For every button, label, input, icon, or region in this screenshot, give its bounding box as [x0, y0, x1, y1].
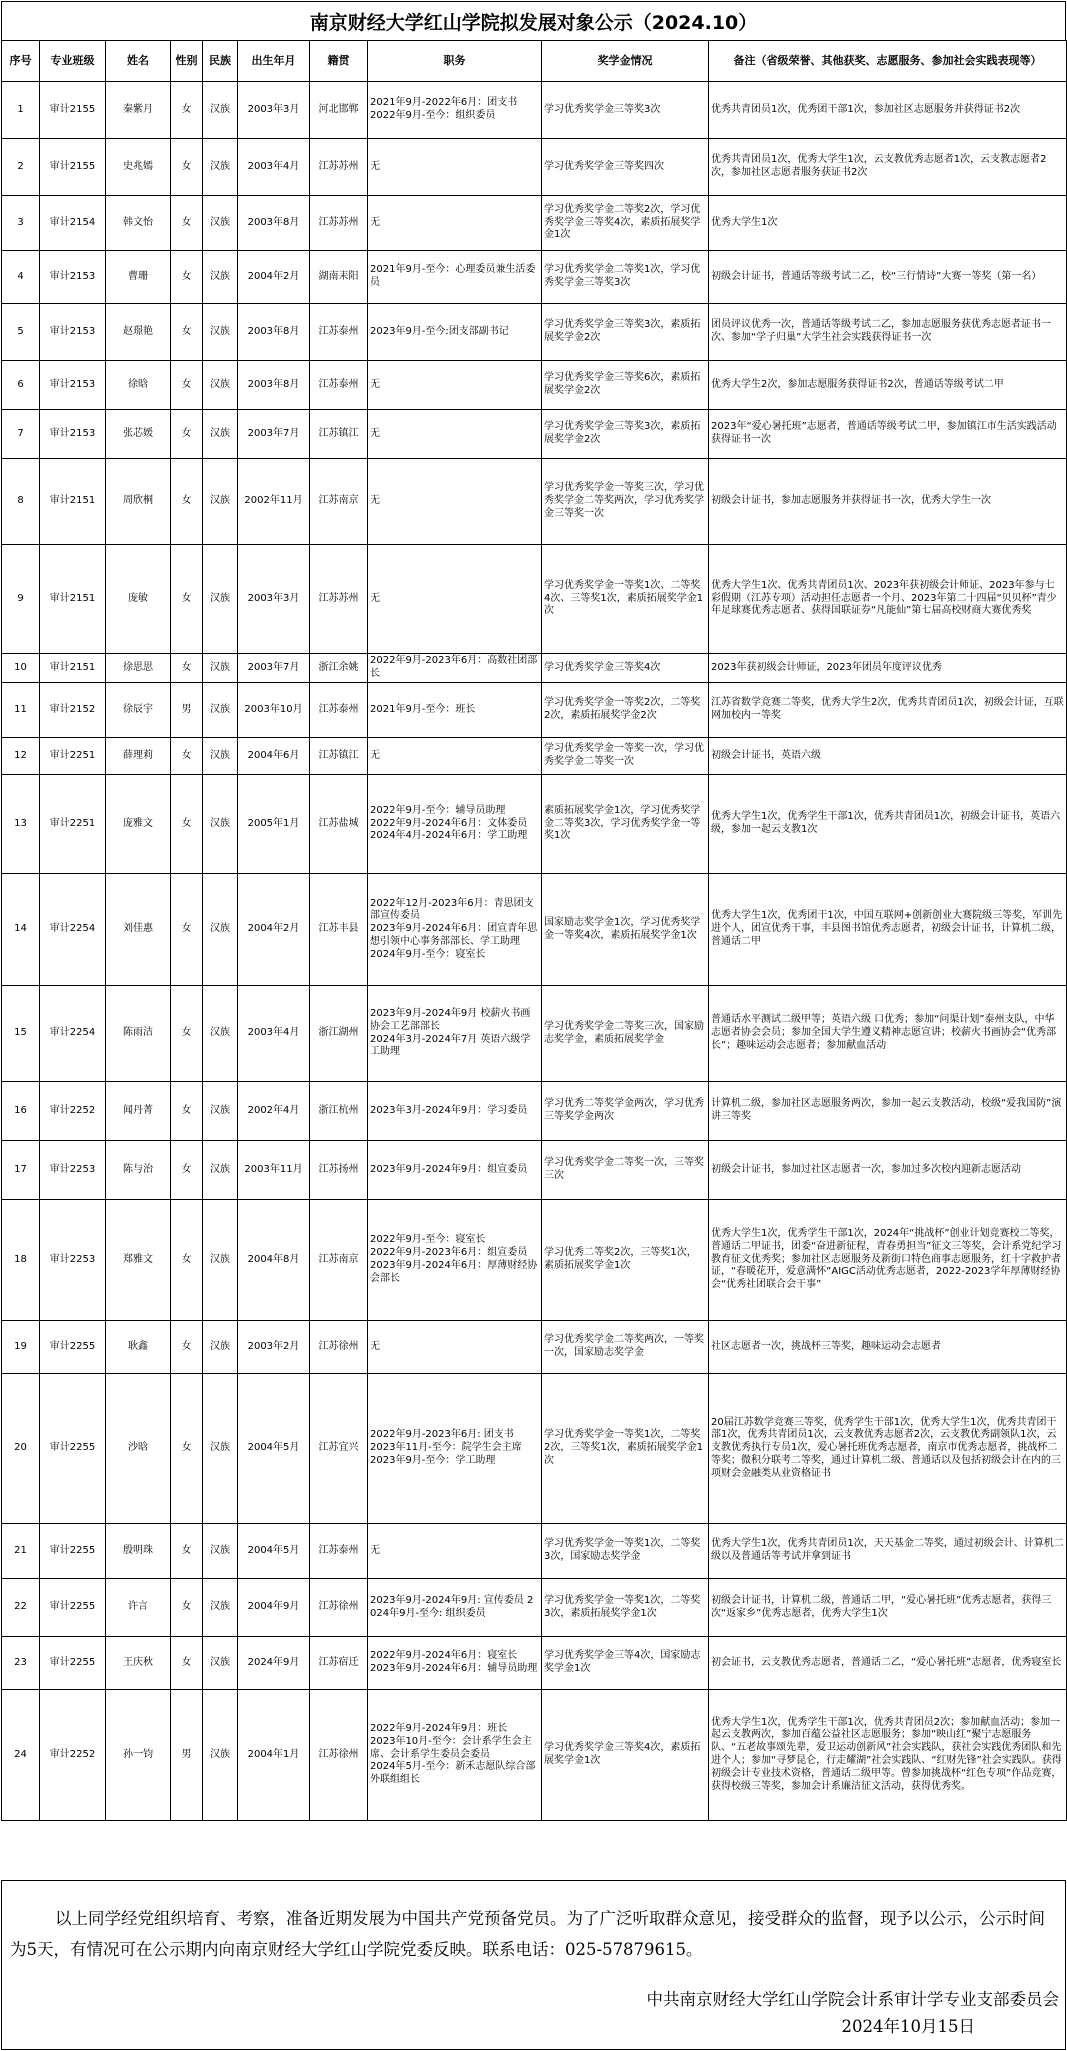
cell-remark: 初级会计证书，英语六级 [709, 738, 1067, 775]
cell-birth: 2004年2月 [238, 251, 310, 304]
cell-origin: 江苏泰州 [310, 304, 368, 361]
cell-remark: 2023年“爱心暑托班”志愿者，普通话等级考试二甲，参加镇江市生活实践活动获得证书一次 [709, 410, 1067, 459]
cell-birth: 2003年3月 [238, 82, 310, 139]
cell-name: 秦紫月 [106, 82, 171, 139]
notice-text: 以上同学经党组织培育、考察，准备近期发展为中国共产党预备党员。为了广泛听取群众意见，接受群众的监督，现予以公示，公示时间为5天，有情况可在公示期内向南京财经大学红山学院党委反映。联系电话：025-57879615。 [10, 1909, 1045, 1959]
cell-class: 审计2153 [40, 304, 106, 361]
cell-origin: 浙江余姚 [310, 654, 368, 683]
cell-remark: 优秀大学生1次 [709, 196, 1067, 251]
cell-sex: 女 [171, 1141, 203, 1200]
cell-scholarship: 素质拓展奖学金1次，学习优秀奖学金二等奖3次，学习优秀奖学金一等奖1次 [542, 775, 709, 874]
cell-sex: 女 [171, 410, 203, 459]
cell-name: 史兆嫣 [106, 139, 171, 196]
cell-origin: 江苏徐州 [310, 1690, 368, 1821]
cell-origin: 江苏镇江 [310, 410, 368, 459]
cell-remark: 社区志愿者一次，挑战杯三等奖，趣味运动会志愿者 [709, 1321, 1067, 1374]
cell-remark: 优秀大学生1次，优秀学生干部1次，优秀共青团员1次，初级会计证书，英语六级，参加一起云支教1次 [709, 775, 1067, 874]
cell-name: 殷明珠 [106, 1524, 171, 1579]
cell-sex: 女 [171, 775, 203, 874]
cell-scholarship: 学习优秀奖学金二等奖一次，三等奖三次 [542, 1141, 709, 1200]
header-col-class: 专业班级 [40, 41, 106, 82]
cell-ethnicity: 汉族 [203, 251, 238, 304]
cell-birth: 2004年2月 [238, 874, 310, 986]
cell-class: 审计2255 [40, 1321, 106, 1374]
cell-no: 24 [2, 1690, 40, 1821]
cell-no: 10 [2, 654, 40, 683]
cell-ethnicity: 汉族 [203, 738, 238, 775]
cell-origin: 江苏南京 [310, 1200, 368, 1321]
cell-name: 沙晗 [106, 1374, 171, 1524]
cell-name: 薛理莉 [106, 738, 171, 775]
cell-sex: 女 [171, 1637, 203, 1690]
header-col-sex: 性别 [171, 41, 203, 82]
table-row [2, 304, 1067, 361]
cell-no: 20 [2, 1374, 40, 1524]
cell-class: 审计2252 [40, 1690, 106, 1821]
header-col-scholarship: 奖学金情况 [542, 41, 709, 82]
cell-duty: 2023年9月-2024年9月：组宣委员 [368, 1141, 542, 1200]
cell-origin: 江苏泰州 [310, 1524, 368, 1579]
cell-sex: 女 [171, 251, 203, 304]
table-row [2, 1374, 1067, 1524]
table-row [2, 251, 1067, 304]
cell-ethnicity: 汉族 [203, 1200, 238, 1321]
cell-scholarship: 学习优秀奖学金三等奖3次，素质拓展奖学金2次 [542, 304, 709, 361]
cell-origin: 河北邯郸 [310, 82, 368, 139]
cell-origin: 江苏苏州 [310, 139, 368, 196]
cell-ethnicity: 汉族 [203, 361, 238, 410]
cell-no: 17 [2, 1141, 40, 1200]
cell-scholarship: 学习优秀奖学金三等奖3次 [542, 82, 709, 139]
cell-birth: 2003年3月 [238, 545, 310, 654]
cell-sex: 女 [171, 1321, 203, 1374]
cell-scholarship: 学习优秀奖学金一等奖三次，学习优秀奖学金二等奖两次，学习优秀奖学金三等奖一次 [542, 459, 709, 545]
header-col-ethnicity: 民族 [203, 41, 238, 82]
cell-name: 刘佳惠 [106, 874, 171, 986]
cell-no: 15 [2, 986, 40, 1082]
cell-name: 曹珊 [106, 251, 171, 304]
cell-origin: 江苏宜兴 [310, 1374, 368, 1524]
cell-birth: 2003年7月 [238, 410, 310, 459]
cell-birth: 2004年1月 [238, 1690, 310, 1821]
cell-ethnicity: 汉族 [203, 1690, 238, 1821]
header-col-duty: 职务 [368, 41, 542, 82]
cell-duty: 2022年9月-至今：寝室长 2022年9月-2023年6月：组宣委员 2023年9月-2024年6月：厚薄财经协会部长 [368, 1200, 542, 1321]
cell-sex: 女 [171, 1200, 203, 1321]
cell-no: 5 [2, 304, 40, 361]
cell-name: 周欣桐 [106, 459, 171, 545]
cell-duty: 无 [368, 545, 542, 654]
cell-name: 陈雨洁 [106, 986, 171, 1082]
cell-origin: 江苏宿迁 [310, 1637, 368, 1690]
cell-remark: 20届江苏数学竞赛三等奖，优秀学生干部1次，优秀大学生1次，优秀共青团干部1次，优秀共青团员1次，云支教优秀志愿者2次，云支教优秀副领队1次，云支教优秀执行专员1次，爱心暑托班优秀志愿者，南京市优秀志愿者，挑战杯二等奖；微积分联考二等奖，通过计算机二级、普通话以及包括初级会计在内的三项财会金融类从业资格证书 [709, 1374, 1067, 1524]
cell-name: 郑雅文 [106, 1200, 171, 1321]
cell-sex: 女 [171, 738, 203, 775]
cell-origin: 江苏徐州 [310, 1321, 368, 1374]
cell-ethnicity: 汉族 [203, 196, 238, 251]
table-row [2, 654, 1067, 683]
cell-duty: 2023年3月-2024年9月：学习委员 [368, 1082, 542, 1141]
table-row [2, 459, 1067, 545]
cell-class: 审计2155 [40, 82, 106, 139]
cell-no: 3 [2, 196, 40, 251]
cell-class: 审计2155 [40, 139, 106, 196]
cell-remark: 优秀大学生1次，优秀共青团员1次，天天基金二等奖，通过初级会计、计算机二级以及普通话等考试并拿到证书 [709, 1524, 1067, 1579]
cell-scholarship: 学习优秀奖学金一等奖1次，二等奖3次，素质拓展奖学金1次 [542, 1579, 709, 1637]
cell-duty: 无 [368, 738, 542, 775]
cell-origin: 江苏扬州 [310, 1141, 368, 1200]
cell-origin: 江苏徐州 [310, 1579, 368, 1637]
cell-name: 徐思思 [106, 654, 171, 683]
cell-class: 审计2153 [40, 361, 106, 410]
cell-no: 18 [2, 1200, 40, 1321]
cell-birth: 2002年11月 [238, 459, 310, 545]
cell-ethnicity: 汉族 [203, 459, 238, 545]
cell-origin: 江苏盐城 [310, 775, 368, 874]
cell-class: 审计2151 [40, 654, 106, 683]
cell-origin: 浙江湖州 [310, 986, 368, 1082]
cell-duty: 2022年9月-2023年6月: 团支书 2023年11月-至今：院学生会主席 2023年9月-至今：学工助理 [368, 1374, 542, 1524]
cell-no: 9 [2, 545, 40, 654]
cell-ethnicity: 汉族 [203, 410, 238, 459]
cell-ethnicity: 汉族 [203, 1141, 238, 1200]
cell-class: 审计2153 [40, 410, 106, 459]
cell-no: 14 [2, 874, 40, 986]
cell-scholarship: 学习优秀奖学金三等奖4次 [542, 654, 709, 683]
cell-remark: 优秀大学生1次，优秀团干1次，中国互联网+创新创业大赛院级三等奖，军训先进个人，团宣优秀干事，丰县图书馆优秀志愿者，初级会计证书，计算机二级，普通话二甲 [709, 874, 1067, 986]
notice-date: 2024年10月15日 [841, 2017, 975, 2036]
table-row [2, 1524, 1067, 1579]
cell-scholarship: 学习优秀二等奖学金两次，学习优秀三等奖学金两次 [542, 1082, 709, 1141]
cell-sex: 女 [171, 459, 203, 545]
cell-scholarship: 学习优秀奖学金三等奖4次，素质拓展奖学金1次 [542, 1690, 709, 1821]
cell-origin: 江苏苏州 [310, 545, 368, 654]
cell-ethnicity: 汉族 [203, 139, 238, 196]
cell-duty: 2022年9月-至今：辅导员助理 2022年9月-2024年6月：文体委员 2024年4月-2024年6月：学工助理 [368, 775, 542, 874]
cell-scholarship: 学习优秀奖学金二等奖两次，一等奖一次，国家励志奖学金 [542, 1321, 709, 1374]
cell-birth: 2002年4月 [238, 1082, 310, 1141]
cell-origin: 江苏镇江 [310, 738, 368, 775]
cell-duty: 2021年9月-2022年6月：团支书 2022年9月-至今：组织委员 [368, 82, 542, 139]
cell-remark: 普通话水平测试二级甲等；英语六级 口优秀；参加“问渠计划”泰州支队，中华志愿者协会会员；参加全国大学生遵义精神志愿宣讲；校薪火书画协会“优秀部长”；趣味运动会志愿者；参加献血活动 [709, 986, 1067, 1082]
cell-remark: 江苏省数学竞赛二等奖，优秀大学生2次，优秀共青团员1次，初级会计证，互联网加校内一等奖 [709, 683, 1067, 738]
cell-ethnicity: 汉族 [203, 986, 238, 1082]
cell-duty: 2022年9月-2024年6月：寝室长 2023年9月-2024年6月：辅导员助理 [368, 1637, 542, 1690]
table-row [2, 1321, 1067, 1374]
cell-ethnicity: 汉族 [203, 654, 238, 683]
cell-sex: 女 [171, 1579, 203, 1637]
cell-ethnicity: 汉族 [203, 1374, 238, 1524]
table-row [2, 1690, 1067, 1821]
table-row [2, 1579, 1067, 1637]
table-row [2, 986, 1067, 1082]
cell-birth: 2003年8月 [238, 304, 310, 361]
cell-ethnicity: 汉族 [203, 1524, 238, 1579]
cell-origin: 浙江杭州 [310, 1082, 368, 1141]
table-row [2, 775, 1067, 874]
cell-birth: 2003年11月 [238, 1141, 310, 1200]
cell-no: 11 [2, 683, 40, 738]
cell-sex: 女 [171, 874, 203, 986]
cell-name: 陈与治 [106, 1141, 171, 1200]
cell-sex: 女 [171, 139, 203, 196]
table-row [2, 874, 1067, 986]
table-row [2, 410, 1067, 459]
header-col-name: 姓名 [106, 41, 171, 82]
cell-class: 审计2153 [40, 251, 106, 304]
cell-name: 孙一钧 [106, 1690, 171, 1821]
cell-name: 闻丹菁 [106, 1082, 171, 1141]
cell-birth: 2003年7月 [238, 654, 310, 683]
cell-birth: 2004年8月 [238, 1200, 310, 1321]
cell-remark: 优秀大学生1次、优秀共青团员1次、2023年获初级会计师证、2023年参与七彩假期（江苏专项）活动担任志愿者一个月、2023年第二十四届“贝贝杯”青少年足球赛优秀志愿者、获得国联证券“凡能仙”第七届高校财商大赛优秀奖 [709, 545, 1067, 654]
table-row [2, 361, 1067, 410]
cell-sex: 女 [171, 986, 203, 1082]
cell-duty: 无 [368, 410, 542, 459]
cell-no: 19 [2, 1321, 40, 1374]
cell-birth: 2004年5月 [238, 1524, 310, 1579]
cell-birth: 2003年4月 [238, 986, 310, 1082]
cell-birth: 2004年6月 [238, 738, 310, 775]
cell-scholarship: 学习优秀奖学金二等奖1次，学习优秀奖学金三等奖3次 [542, 251, 709, 304]
cell-duty: 2023年9月-2024年9月 校薪火书画协会工艺部部长 2024年3月-2024年7月 英语六级学工助理 [368, 986, 542, 1082]
cell-birth: 2004年9月 [238, 1579, 310, 1637]
cell-scholarship: 学习优秀奖学金三等奖四次 [542, 139, 709, 196]
table-row [2, 683, 1067, 738]
cell-sex: 女 [171, 545, 203, 654]
header-col-no: 序号 [2, 41, 40, 82]
cell-class: 审计2151 [40, 459, 106, 545]
cell-class: 审计2254 [40, 986, 106, 1082]
cell-scholarship: 学习优秀奖学金三等奖6次，素质拓展奖学金2次 [542, 361, 709, 410]
cell-birth: 2003年4月 [238, 139, 310, 196]
table-row [2, 1082, 1067, 1141]
cell-no: 4 [2, 251, 40, 304]
table-body [2, 82, 1067, 1821]
cell-no: 16 [2, 1082, 40, 1141]
cell-duty: 无 [368, 1524, 542, 1579]
cell-remark: 2023年获初级会计师证，2023年团员年度评议优秀 [709, 654, 1067, 683]
cell-origin: 江苏南京 [310, 459, 368, 545]
cell-no: 23 [2, 1637, 40, 1690]
cell-remark: 优秀大学生2次，参加志愿服务获得证书2次，普通话等级考试二甲 [709, 361, 1067, 410]
cell-remark: 优秀大学生1次，优秀学生干部1次，优秀共青团员2次；参加献血活动；参加一起云支教两次，参加百蕴公益社区志愿服务；参加“映山红”聚宁志愿服务队、“五老故事颂先辈，爱卫运动创新风”社会实践队，获社会实践优秀团队和先进个人；参加“寻梦昆仑，行走耀湖”社会实践队、“红财先锋”社会实践队。获得初级会计专业技术资格，普通话二级甲等。曾参加挑战杯“红色专项”作品竞赛，获得校级三等奖，参加会计系廉洁征文活动，获得优秀奖。 [709, 1690, 1067, 1821]
cell-class: 审计2255 [40, 1374, 106, 1524]
cell-ethnicity: 汉族 [203, 545, 238, 654]
cell-birth: 2003年8月 [238, 196, 310, 251]
cell-name: 庞敏 [106, 545, 171, 654]
cell-duty: 2022年12月-2023年6月：青思团支部宣传委员 2023年9月-2024年6月：团宣青年思想引领中心事务部部长、学工助理 2024年9月-至今：寝室长 [368, 874, 542, 986]
cell-origin: 江苏苏州 [310, 196, 368, 251]
cell-no: 22 [2, 1579, 40, 1637]
cell-name: 耿鑫 [106, 1321, 171, 1374]
cell-name: 张芯媛 [106, 410, 171, 459]
candidate-table [1, 40, 1067, 1821]
cell-no: 6 [2, 361, 40, 410]
cell-birth: 2024年9月 [238, 1637, 310, 1690]
cell-remark: 初级会计证书，参加过社区志愿者一次，参加过多次校内迎新志愿活动 [709, 1141, 1067, 1200]
cell-sex: 女 [171, 1082, 203, 1141]
cell-name: 王庆秋 [106, 1637, 171, 1690]
committee-name: 中共南京财经大学红山学院会计系审计学专业支部委员会 [646, 1990, 1059, 2009]
cell-remark: 初级会计证书，参加志愿服务并获得证书一次，优秀大学生一次 [709, 459, 1067, 545]
cell-no: 13 [2, 775, 40, 874]
cell-duty: 2022年9月-2024年9月：班长 2023年10月-至今：会计系学生会主席、会计系学生委员会委员 2024年5月-至今：新禾志愿队综合部外联组组长 [368, 1690, 542, 1821]
cell-duty: 2021年9月-至今：心理委员兼生活委员 [368, 251, 542, 304]
cell-ethnicity: 汉族 [203, 874, 238, 986]
cell-origin: 湖南耒阳 [310, 251, 368, 304]
table-row [2, 1200, 1067, 1321]
header-col-remark: 备注（省级荣誉、其他获奖、志愿服务、参加社会实践表现等） [709, 41, 1067, 82]
cell-no: 1 [2, 82, 40, 139]
header-col-birth: 出生年月 [238, 41, 310, 82]
cell-scholarship: 学习优秀奖学金一等奖一次，学习优秀奖学金二等奖一次 [542, 738, 709, 775]
cell-duty: 2021年9月-至今：班长 [368, 683, 542, 738]
cell-scholarship: 国家励志奖学金1次，学习优秀奖学金一等奖4次，素质拓展奖学金1次 [542, 874, 709, 986]
cell-duty: 无 [368, 139, 542, 196]
cell-birth: 2005年1月 [238, 775, 310, 874]
cell-name: 庞雅文 [106, 775, 171, 874]
cell-name: 许言 [106, 1579, 171, 1637]
cell-name: 韩文怡 [106, 196, 171, 251]
cell-scholarship: 学习优秀奖学金三等4次，国家励志奖学金1次 [542, 1637, 709, 1690]
cell-birth: 2003年8月 [238, 361, 310, 410]
cell-scholarship: 学习优秀奖学金一等奖2次，二等奖2次，素质拓展奖学金2次 [542, 683, 709, 738]
cell-ethnicity: 汉族 [203, 683, 238, 738]
cell-remark: 初级会计证书，普通话等级考试二乙，校“三行情诗”大赛一等奖（第一名） [709, 251, 1067, 304]
cell-ethnicity: 汉族 [203, 1579, 238, 1637]
table-row [2, 82, 1067, 139]
cell-ethnicity: 汉族 [203, 1637, 238, 1690]
cell-duty: 无 [368, 196, 542, 251]
cell-sex: 女 [171, 361, 203, 410]
cell-birth: 2003年10月 [238, 683, 310, 738]
table-header-row [2, 41, 1067, 82]
cell-scholarship: 学习优秀二等奖2次，三等奖1次，素质拓展奖学金1次 [542, 1200, 709, 1321]
cell-birth: 2003年2月 [238, 1321, 310, 1374]
cell-class: 审计2255 [40, 1579, 106, 1637]
cell-sex: 女 [171, 304, 203, 361]
cell-origin: 江苏泰州 [310, 683, 368, 738]
cell-name: 徐晗 [106, 361, 171, 410]
cell-sex: 男 [171, 1690, 203, 1821]
cell-class: 审计2255 [40, 1524, 106, 1579]
cell-duty: 2023年9月-2024年9月: 宣传委员 2024年9月-至今: 组织委员 [368, 1579, 542, 1637]
cell-scholarship: 学习优秀奖学金一等奖1次，二等奖3次，国家励志奖学金 [542, 1524, 709, 1579]
cell-class: 审计2151 [40, 545, 106, 654]
cell-sex: 男 [171, 683, 203, 738]
cell-duty: 无 [368, 459, 542, 545]
cell-remark: 计算机二级，参加社区志愿服务两次，参加一起云支教活动，校级“爱我国防”演讲三等奖 [709, 1082, 1067, 1141]
cell-scholarship: 学习优秀奖学金一等奖1次、二等奖4次、三等奖1次，素质拓展奖学金1次 [542, 545, 709, 654]
table-row [2, 196, 1067, 251]
cell-remark: 团员评议优秀一次，普通话等级考试二乙，参加志愿服务获优秀志愿者证书一次、参加“学子归巢”大学生社会实践获得证书一次 [709, 304, 1067, 361]
cell-remark: 优秀共青团员1次，优秀团干部1次，参加社区志愿服务并获得证书2次 [709, 82, 1067, 139]
table-row [2, 545, 1067, 654]
table-row [2, 1141, 1067, 1200]
cell-remark: 优秀共青团员1次，优秀大学生1次，云支教优秀志愿者1次，云支教志愿者2次，参加社区志愿者服务获证书2次 [709, 139, 1067, 196]
cell-class: 审计2253 [40, 1141, 106, 1200]
cell-origin: 江苏丰县 [310, 874, 368, 986]
cell-duty: 无 [368, 1321, 542, 1374]
cell-sex: 女 [171, 1374, 203, 1524]
cell-name: 徐辰宇 [106, 683, 171, 738]
cell-no: 2 [2, 139, 40, 196]
cell-name: 赵璟艳 [106, 304, 171, 361]
cell-class: 审计2154 [40, 196, 106, 251]
cell-ethnicity: 汉族 [203, 1082, 238, 1141]
cell-no: 8 [2, 459, 40, 545]
cell-birth: 2004年5月 [238, 1374, 310, 1524]
cell-scholarship: 学习优秀奖学金二等奖2次，学习优秀奖学金三等奖4次，素质拓展奖学金1次 [542, 196, 709, 251]
cell-duty: 2023年9月-至今:团支部副书记 [368, 304, 542, 361]
cell-ethnicity: 汉族 [203, 1321, 238, 1374]
cell-class: 审计2254 [40, 874, 106, 986]
cell-no: 21 [2, 1524, 40, 1579]
cell-class: 审计2251 [40, 738, 106, 775]
table-row [2, 1637, 1067, 1690]
cell-sex: 女 [171, 1524, 203, 1579]
cell-duty: 无 [368, 361, 542, 410]
cell-no: 7 [2, 410, 40, 459]
cell-remark: 初级会计证书，计算机二级，普通话二甲，“爱心暑托班”优秀志愿者，获得三次“返家乡”优秀志愿者，优秀大学生1次 [709, 1579, 1067, 1637]
cell-remark: 优秀大学生1次，优秀学生干部1次，2024年“挑战杯”创业计划竞赛校二等奖，普通话二甲证书，团委“奋进新征程，青春勇担当”征文三等奖，会计系党纪学习教育征文优秀奖；参加社区志愿服务及新街口特色商事志愿服务，红十字救护者证，“春暖花开，爱意满怀”AIGC活动优秀志愿者，2022-2023学年厚薄财经协会“优秀社团联合会干事” [709, 1200, 1067, 1321]
cell-scholarship: 学习优秀奖学金三等奖3次，素质拓展奖学金2次 [542, 410, 709, 459]
cell-ethnicity: 汉族 [203, 304, 238, 361]
table-row [2, 738, 1067, 775]
header-col-origin: 籍贯 [310, 41, 368, 82]
cell-remark: 初会证书，云支教优秀志愿者，普通话二乙，“爱心暑托班”志愿者，优秀寝室长 [709, 1637, 1067, 1690]
cell-class: 审计2255 [40, 1637, 106, 1690]
cell-class: 审计2251 [40, 775, 106, 874]
cell-class: 审计2253 [40, 1200, 106, 1321]
page-title: 南京财经大学红山学院拟发展对象公示（2024.10） [1, 1, 1066, 41]
cell-ethnicity: 汉族 [203, 775, 238, 874]
notice-footer [1, 1880, 1066, 2050]
cell-scholarship: 学习优秀奖学金二等奖三次，国家励志奖学金，素质拓展奖学金 [542, 986, 709, 1082]
cell-ethnicity: 汉族 [203, 82, 238, 139]
cell-origin: 江苏泰州 [310, 361, 368, 410]
cell-class: 审计2152 [40, 683, 106, 738]
cell-class: 审计2252 [40, 1082, 106, 1141]
cell-sex: 女 [171, 82, 203, 139]
cell-no: 12 [2, 738, 40, 775]
cell-sex: 女 [171, 196, 203, 251]
table-row [2, 139, 1067, 196]
cell-duty: 2022年9月-2023年6月：高数社团部长 [368, 654, 542, 683]
cell-scholarship: 学习优秀奖学金一等奖1次，二等奖2次，三等奖1次，素质拓展奖学金1次 [542, 1374, 709, 1524]
cell-sex: 女 [171, 654, 203, 683]
